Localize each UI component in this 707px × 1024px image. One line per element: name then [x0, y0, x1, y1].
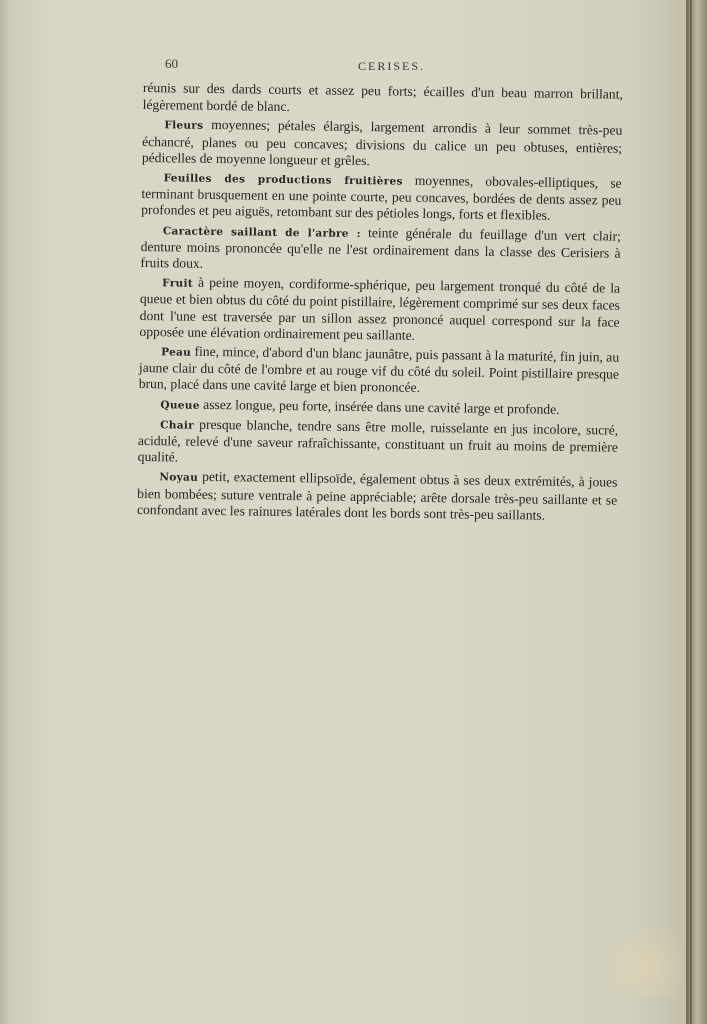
paragraph-text: réunis sur des dards courts et assez peu forts; écailles d'un beau marron brillant, légèrement bordé de blanc. [142, 80, 623, 115]
paragraph-lead: Queue [160, 398, 200, 412]
paragraph-peau [139, 343, 620, 399]
paragraph-fleurs [142, 116, 623, 172]
paragraph-feuilles [141, 169, 622, 225]
paragraph-lead: Noyau [159, 471, 199, 485]
paragraph-lead: Fruit [162, 277, 194, 290]
paragraph-text: fine, mince, d'abord d'un blanc jaunâtre, puis passant à la maturité, fin juin, au jaune clair du côté de l'ombre et au rouge vif du côté du soleil. Point pistillaire presque brun, placé dans une cavité large et bien prononcée. [138, 343, 620, 396]
paragraph-text: assez longue, peu forte, insérée dans une cavité large et profonde. [199, 396, 560, 417]
paragraph-fruit [139, 274, 620, 347]
paragraph-text: petit, exactement ellipsoïde, également obtus à ses deux extrémités, à joues bien bombées; suture ventrale à peine appréciable; arête dorsale très-peu saillante et se confondant avec les rainures latérales dont les bords sont très-peu saillants. [136, 469, 618, 523]
paragraph-text: teinte générale du feuillage d'un vert clair; denture moins prononcée qu'elle ne l'est ordinairement dans la classe des Cerisiers à fruits doux. [140, 224, 621, 271]
paragraph-continuation [143, 80, 623, 120]
paragraph-chair [138, 416, 619, 472]
light-glare [600, 925, 686, 995]
page-number: 60 [165, 56, 178, 71]
running-title: CERISES. [358, 59, 426, 73]
paragraph-lead: Fleurs [164, 119, 204, 133]
page-edge-line [690, 0, 692, 1024]
paragraph-lead: Feuilles des productions fruitières [163, 172, 403, 188]
paragraph-lead: Caractère saillant de l'arbre : [162, 224, 361, 240]
paragraph-caractere [140, 222, 621, 278]
paragraph-lead: Chair [160, 419, 195, 432]
body-text [137, 80, 623, 528]
paragraph-text: presque blanche, tendre sans être molle, ruisselante en jus incolore, sucré, acidulé, relevé d'une saveur rafraîchissante, constituant un fruit au moins de première qualité. [137, 416, 619, 465]
paragraph-lead: Peau [161, 346, 192, 359]
paragraph-text: moyennes, obovales-elliptiques, se terminant brusquement en une pointe courte, peu concaves, bordées de dents assez peu profondes et peu aiguës, retombant sur des pétioles longs, forts et flexibles. [141, 172, 622, 224]
paragraph-text: à peine moyen, cordiforme-sphérique, peu largement tronqué du côté de la queue et bien obtus du côté du point pistillaire, légèrement comprimé sur ses deux faces dont l'une est traversée par un sillon assez prononcé auquel correspond sur la face opposée une élévation ordinairement peu saillante. [139, 274, 621, 343]
paragraph-text: moyennes; pétales élargis, largement arrondis à leur sommet très-peu échancré, planes ou peu concaves; divisions du calice un peu obtuses, entières; pédicelles de moyenne longueur et grêles. [141, 117, 623, 168]
paragraph-noyau [137, 468, 618, 524]
